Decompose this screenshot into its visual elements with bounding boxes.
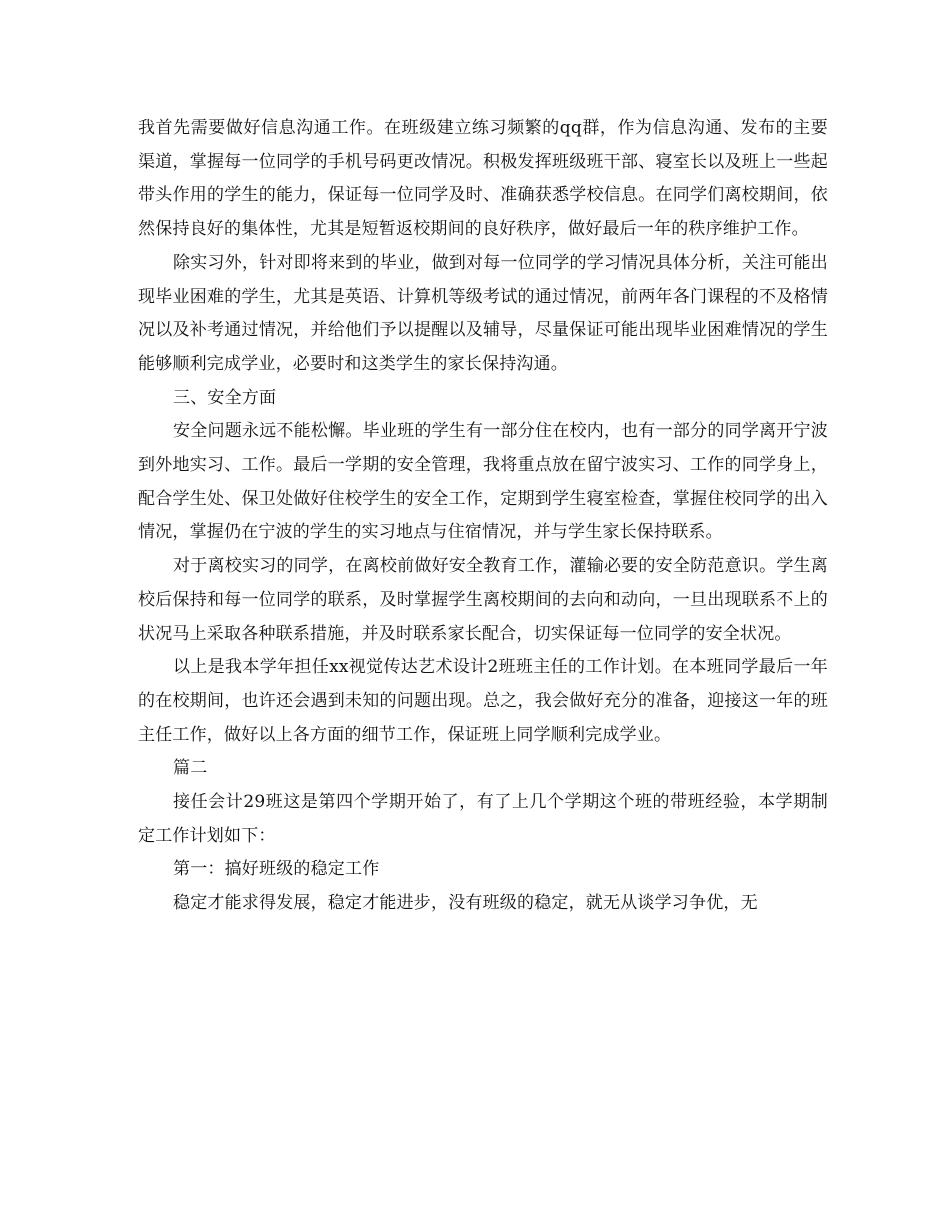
- paragraph-summary: 以上是我本学年担任xx视觉传达艺术设计2班班主任的工作计划。在本班同学最后一年的在校期间，也许还会遇到未知的问题出现。总之，我会做好充分的准备，迎接这一年的班主任工作，做好以上各方面的细节工作，保证班上同学顺利完成学业。: [138, 657, 828, 745]
- section-heading-safety: 三、安全方面: [173, 387, 277, 408]
- paragraph-stability: 稳定才能求得发展，稳定才能进步，没有班级的稳定，就无从谈学习争优，无: [173, 893, 758, 914]
- paragraph-info-communication: 我首先需要做好信息沟通工作。在班级建立练习频繁的qq群，作为信息沟通、发布的主要渠道，掌握每一位同学的手机号码更改情况。积极发挥班级班干部、寝室长以及班上一些起带头作用的学生的能力，保证每一位同学及时、准确获悉学校信息。在同学们离校期间，依然保持良好的集体性，尤其是短暂返校期间的良好秩序，做好最后一年的秩序维护工作。: [138, 118, 828, 240]
- paragraph-graduation-analysis: 除实习外，针对即将来到的毕业，做到对每一位同学的学习情况具体分析，关注可能出现毕业困难的学生，尤其是英语、计算机等级考试的通过情况，前两年各门课程的不及格情况以及补考通过情况，并给他们予以提醒以及辅导，尽量保证可能出现毕业困难情况的学生能够顺利完成学业，必要时和这类学生的家长保持沟通。: [138, 252, 828, 374]
- paragraph-class-intro: 接任会计29班这是第四个学期开始了，有了上几个学期这个班的带班经验，本学期制定工作计划如下：: [138, 792, 828, 846]
- subheading-stability: 第一：搞好班级的稳定工作: [173, 859, 380, 880]
- paragraph-internship-safety: 对于离校实习的同学，在离校前做好安全教育工作，灌输必要的安全防范意识。学生离校后保持和每一位同学的联系，及时掌握学生离校期间的去向和动向，一旦出现联系不上的状况马上采取各种联系措施，并及时联系家长配合，切实保证每一位同学的安全状况。: [138, 556, 828, 644]
- section-heading-part-two: 篇二: [173, 758, 208, 779]
- paragraph-safety-management: 安全问题永远不能松懈。毕业班的学生有一部分住在校内，也有一部分的同学离开宁波到外地实习、工作。最后一学期的安全管理，我将重点放在留宁波实习、工作的同学身上，配合学生处、保卫处做好住校学生的安全工作，定期到学生寝室检查，掌握住校同学的出入情况，掌握仍在宁波的学生的实习地点与住宿情况，并与学生家长保持联系。: [138, 421, 828, 543]
- document-body: [138, 112, 828, 921]
